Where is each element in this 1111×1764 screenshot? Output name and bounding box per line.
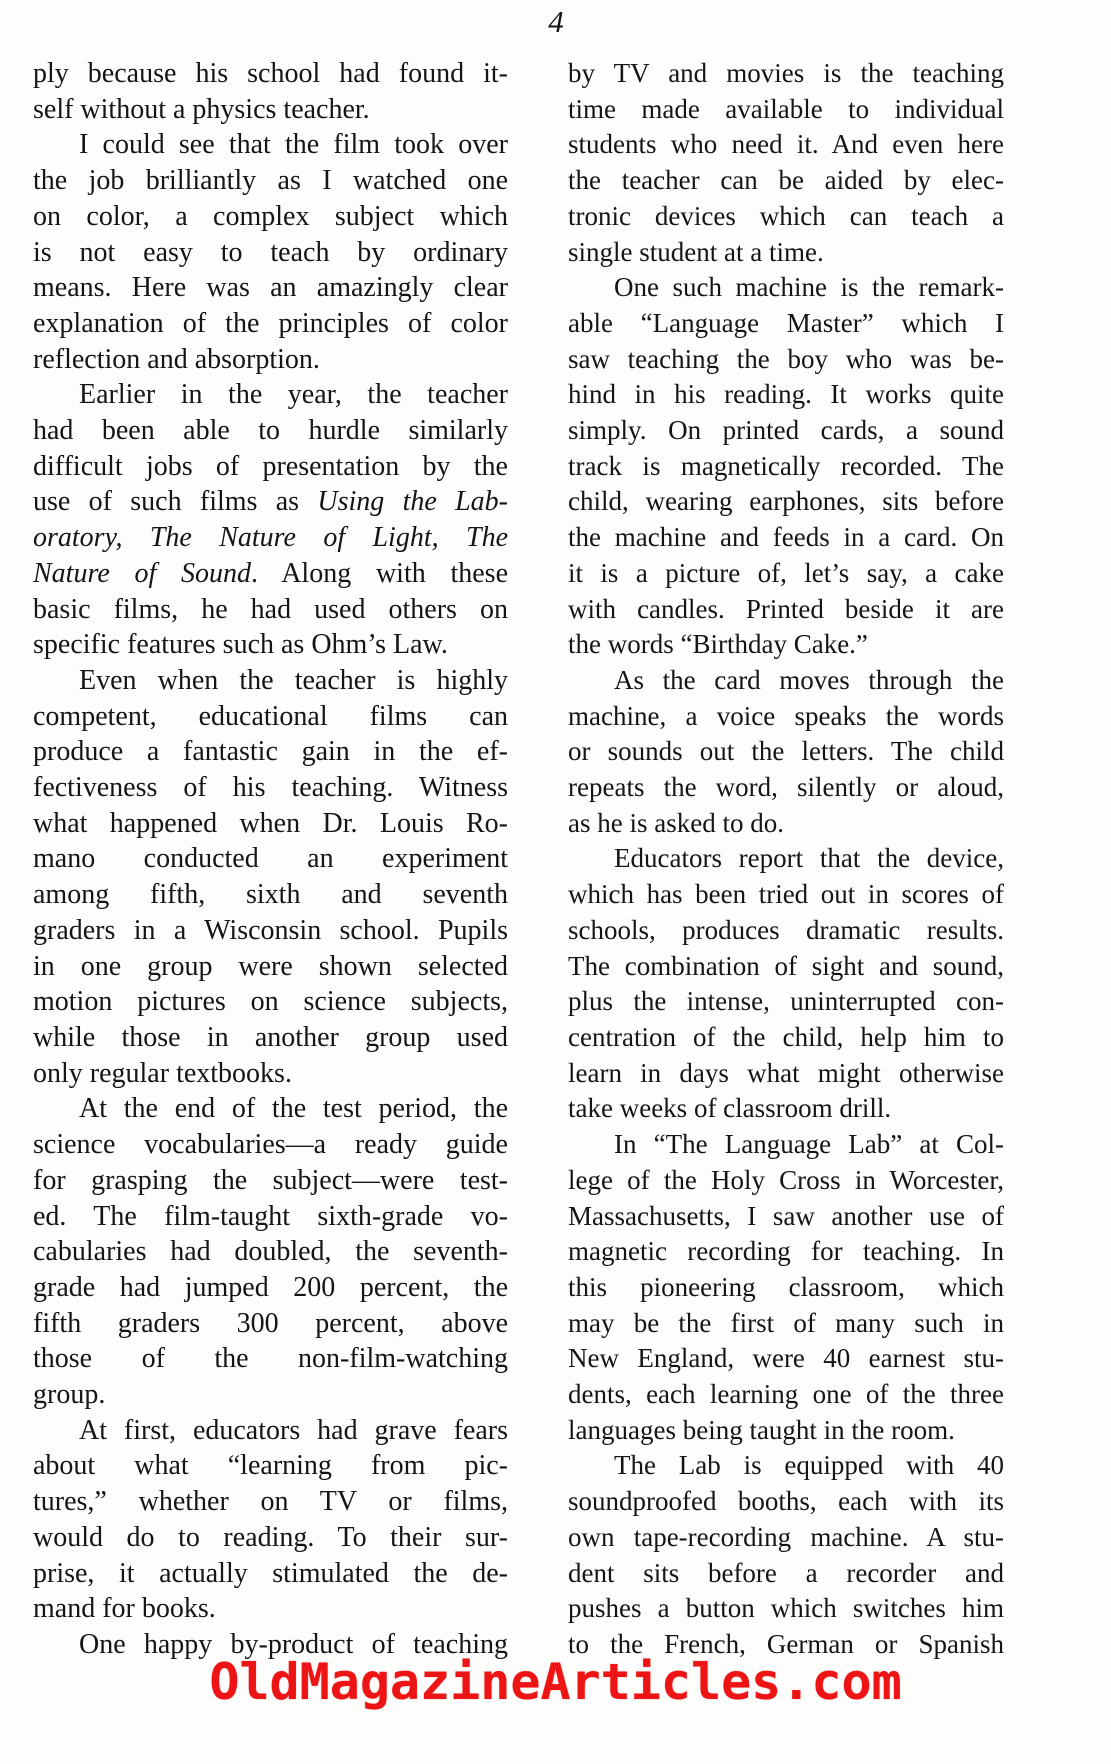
text-line: cabularies had doubled, the seventh-: [33, 1236, 508, 1268]
text-line: single student at a time.: [568, 236, 824, 267]
text-line: difficult jobs of presentation by the: [33, 450, 508, 482]
text-line: this pioneering classroom, which: [568, 1271, 1004, 1302]
text-line: grade had jumped 200 percent, the: [33, 1271, 508, 1303]
text-line: about what “learning from pic-: [33, 1450, 508, 1482]
text-line: dent sits before a recorder and: [568, 1557, 1004, 1588]
text-line: Nature of Sound. Along with these: [33, 557, 509, 589]
text-line: or sounds out the letters. The child: [568, 736, 1004, 767]
text-line: ed. The film-taught sixth-grade vo-: [33, 1200, 508, 1232]
text-line: self without a physics teacher.: [33, 93, 370, 125]
text-line: own tape-recording machine. A stu-: [568, 1521, 1004, 1552]
text-line: with candles. Printed beside it are: [568, 593, 1004, 624]
column-right: [568, 56, 1004, 1663]
text-line: As the card moves through the: [614, 664, 1004, 695]
text-line: New England, were 40 earnest stu-: [568, 1343, 1004, 1374]
text-line: students who need it. And even here: [568, 129, 1004, 160]
text-line: centration of the child, help him to: [568, 1021, 1004, 1052]
text-line: At first, educators had grave fears: [79, 1414, 508, 1446]
text-line: science vocabularies—a ready guide: [33, 1129, 508, 1161]
text-line: tronic devices which can teach a: [568, 200, 1004, 231]
text-line: what happened when Dr. Louis Ro-: [33, 807, 508, 839]
text-line: take weeks of classroom drill.: [568, 1093, 892, 1124]
text-line: mand for books.: [33, 1593, 216, 1625]
text-line: fectiveness of his teaching. Witness: [33, 772, 508, 804]
text-line: Massachusetts, I saw another use of: [568, 1200, 1004, 1231]
text-line: as he is asked to do.: [568, 807, 784, 838]
text-line: One such machine is the remark-: [614, 272, 1004, 303]
text-line: group.: [33, 1379, 106, 1411]
text-line: hind in his reading. It works quite: [568, 379, 1004, 410]
text-line: plus the intense, uninterrupted con-: [568, 986, 1004, 1017]
text-line: ply because his school had found it-: [33, 58, 508, 89]
text-line: explanation of the principles of color: [33, 307, 508, 339]
text-line: The combination of sight and sound,: [568, 950, 1004, 981]
text-line: only regular textbooks.: [33, 1057, 292, 1089]
text-line: to the French, German or Spanish: [568, 1628, 1004, 1659]
text-line: while those in another group used: [33, 1021, 508, 1053]
text-line: schools, produces dramatic results.: [568, 914, 1004, 945]
text-line: Educators report that the device,: [614, 843, 1004, 874]
text-line: competent, educational films can: [33, 700, 508, 732]
text-line: specific features such as Ohm’s Law.: [33, 629, 448, 661]
text-line: Earlier in the year, the teacher: [79, 379, 508, 411]
text-line: graders in a Wisconsin school. Pupils: [33, 914, 508, 946]
text-line: oratory, The Nature of Light, The: [33, 522, 508, 554]
text-line: child, wearing earphones, sits before: [568, 486, 1004, 517]
text-line: basic films, he had used others on: [33, 593, 508, 625]
text-line: lege of the Holy Cross in Worcester,: [568, 1164, 1004, 1195]
text-line: means. Here was an amazingly clear: [33, 272, 508, 304]
text-line: which has been tried out in scores of: [568, 879, 1004, 910]
text-line: by TV and movies is the teaching: [568, 58, 1004, 88]
text-line: pushes a button which switches him: [568, 1593, 1004, 1624]
text-line: able “Language Master” which I: [568, 307, 1004, 338]
text-line: mano conducted an experiment: [33, 843, 508, 875]
text-line: reflection and absorption.: [33, 343, 320, 375]
text-line: may be the first of many such in: [568, 1307, 1004, 1338]
text-line: is not easy to teach by ordinary: [33, 236, 508, 268]
text-line: time made available to individual: [568, 93, 1004, 124]
text-line: use of such films as Using the Lab-: [33, 486, 509, 518]
text-line: track is magnetically recorded. The: [568, 450, 1004, 481]
watermark-url: OldMagazineArticles.com: [209, 1653, 902, 1711]
text-line: Even when the teacher is highly: [79, 664, 508, 696]
text-line: dents, each learning one of the three: [568, 1379, 1004, 1410]
text-line: I could see that the film took over: [79, 129, 508, 161]
text-line: would do to reading. To their sur-: [33, 1521, 508, 1553]
text-line: soundproofed booths, each with its: [568, 1486, 1004, 1517]
text-line: tures,” whether on TV or films,: [33, 1486, 508, 1518]
text-line: fifth graders 300 percent, above: [33, 1307, 508, 1339]
text-line: prise, it actually stimulated the de-: [33, 1557, 508, 1589]
text-line: in one group were shown selected: [33, 950, 508, 982]
column-left: [33, 56, 508, 1663]
text-line: learn in days what might otherwise: [568, 1057, 1004, 1088]
text-line: machine, a voice speaks the words: [568, 700, 1004, 731]
text-line: among fifth, sixth and seventh: [33, 879, 508, 911]
text-line: In “The Language Lab” at Col-: [614, 1129, 1004, 1160]
text-line: the words “Birthday Cake.”: [568, 629, 868, 660]
text-line: saw teaching the boy who was be-: [568, 343, 1004, 374]
text-line: on color, a complex subject which: [33, 200, 508, 232]
text-line: At the end of the test period, the: [79, 1093, 508, 1125]
text-line: the teacher can be aided by elec-: [568, 165, 1004, 196]
text-line: The Lab is equipped with 40: [614, 1450, 1004, 1481]
text-line: languages being taught in the room.: [568, 1414, 955, 1445]
text-line: those of the non-film-watching: [33, 1343, 508, 1375]
text-line: One happy by-product of teaching: [79, 1628, 508, 1660]
text-line: the machine and feeds in a card. On: [568, 522, 1004, 553]
text-line: produce a fantastic gain in the ef-: [33, 736, 508, 768]
text-line: had been able to hurdle similarly: [33, 415, 508, 447]
text-line: motion pictures on science subjects,: [33, 986, 508, 1018]
text-line: simply. On printed cards, a sound: [568, 415, 1004, 446]
text-line: for grasping the subject—were test-: [33, 1164, 508, 1196]
text-line: magnetic recording for teaching. In: [568, 1236, 1004, 1267]
page-number: 4: [548, 4, 564, 39]
text-line: the job brilliantly as I watched one: [33, 165, 508, 197]
text-line: repeats the word, silently or aloud,: [568, 772, 1004, 803]
text-line: it is a picture of, let’s say, a cake: [568, 557, 1004, 588]
